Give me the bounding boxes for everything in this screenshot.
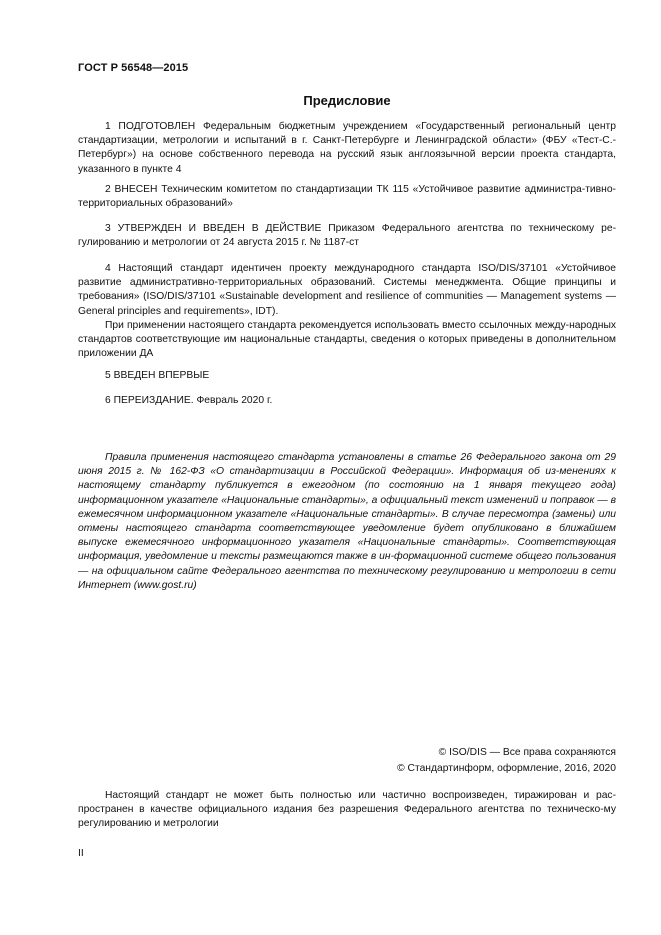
item-6 [78, 394, 616, 408]
item-1 [78, 120, 616, 177]
item-2-text: 2 ВНЕСЕН Техническим комитетом по стандартизации ТК 115 «Устойчивое развитие администра-тивно-территориальных образований» [78, 184, 616, 210]
reproduction-note-text: Настоящий стандарт не может быть полностью или частично воспроизведен, тиражирован и рас-пространен в качестве официального издания без разрешения Федерального агентства по техническо-му регулированию и метрологии [78, 790, 616, 830]
application-notice-text: Правила применения настоящего стандарта установлены в статье 26 Федерального закона от 29 июня 2015 г. № 162-ФЗ «О стандартизации в Российской Федерации». Информация об из-менениях к настоящему стандарту публикуется в ежегодном (по состоянию на 1 января текущего года) информационном указателе «Национальные стандарты», а официальный текст изменений и поправок — в ежемесячном информационном указателе «Национальные стандарты». В случае пересмотра (замены) или отмены настоящего стандарта соответствующее уведомление будет опубликовано в ближайшем выпуске ежемесячного информационного указателя «Национальные стандарты». Соответствующая информация, уведомление и тексты размещаются также в ин-формационной системе общего пользования — на официальном сайте Федерального агентства по техническому регулированию и метрологии в сети Интернет (www.gost.ru) [78, 452, 616, 591]
page-number: II [78, 848, 84, 859]
item-1-text: 1 ПОДГОТОВЛЕН Федеральным бюджетным учреждением «Государственный региональный центр стандартизации, метрологии и испытаний в г. Санкт-Петербурге и Ленинградской области» (ФБУ «Тест-С.-Петербург») на основе собственного перевода на русский язык англоязычной версии проекта стандарта, указанного в пункте 4 [78, 121, 616, 175]
reproduction-note [78, 789, 616, 832]
item-3-text: 3 УТВЕРЖДЕН И ВВЕДЕН В ДЕЙСТВИЕ Приказом Федерального агентства по техническому ре-гулированию и метрологии от 24 августа 2015 г. № 1187-ст [78, 223, 616, 249]
item-5-text: 5 ВВЕДЕН ВПЕРВЫЕ [105, 370, 210, 381]
item-4-text: 4 Настоящий стандарт идентичен проекту международного стандарта ISO/DIS/37101 «Устойчивое развитие административно-территориальных образований. Системы менеджмента. Общие принципы и требования» (ISO/DIS/37101 «Sustainable development and resilience of communities — Management systems — General principles and requirements», IDT). [78, 263, 616, 317]
item-4 [78, 262, 616, 361]
copyright-standartinform: © Стандартинформ, оформление, 2016, 2020 [397, 763, 616, 774]
copyright-iso: © ISO/DIS — Все права сохраняются [438, 747, 616, 758]
item-4-paragraph: При применении настоящего стандарта рекомендуется использовать вместо ссылочных между-народных стандартов соответствующие им национальные стандарты, сведения о которых приведены в дополнительном приложении ДА [78, 319, 616, 360]
page-title: Предисловие [303, 93, 391, 108]
item-6-text: 6 ПЕРЕИЗДАНИЕ. Февраль 2020 г. [105, 395, 273, 406]
item-5 [78, 369, 616, 383]
application-notice [78, 451, 616, 593]
item-2 [78, 183, 616, 211]
item-3 [78, 222, 616, 250]
standard-code: ГОСТ Р 56548—2015 [78, 62, 189, 74]
